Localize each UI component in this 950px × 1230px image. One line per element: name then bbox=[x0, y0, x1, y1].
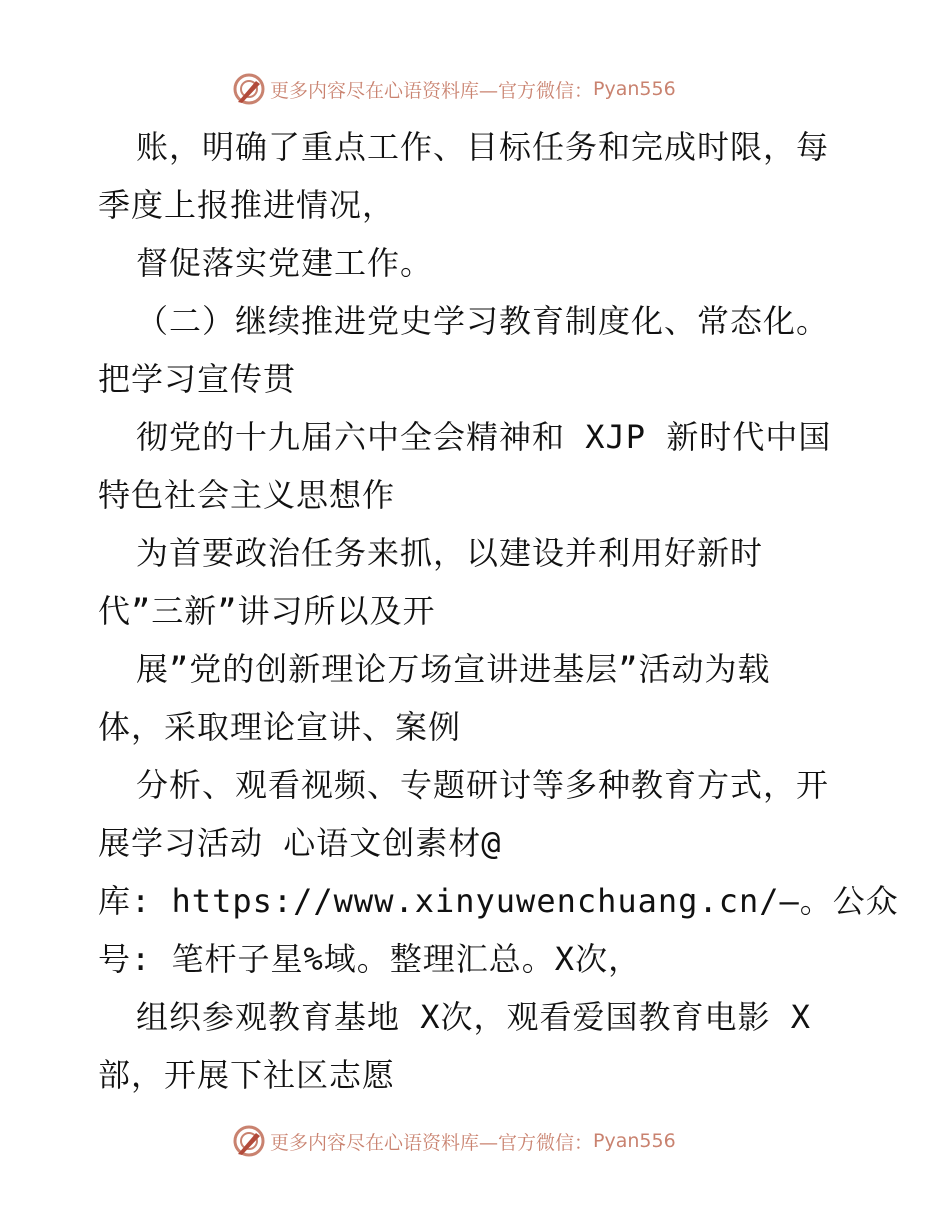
body-line: 为首要政治任务来抓，以建设并利用好新时 bbox=[136, 534, 764, 572]
body-line: 特色社会主义思想作 bbox=[98, 476, 396, 514]
section-heading: （二）继续推进党史学习教育制度化、常态化。 bbox=[136, 302, 830, 340]
body-line: 库: https://www.xinyuwenchuang.cn/—。公众 bbox=[98, 882, 899, 920]
pen-logo-icon bbox=[232, 72, 266, 106]
footer-watermark bbox=[232, 1124, 676, 1158]
body-line: 代”三新”讲习所以及开 bbox=[98, 592, 436, 630]
body-line: 展学习活动 心语文创素材@ bbox=[98, 824, 502, 862]
body-line: 把学习宣传贯 bbox=[98, 360, 297, 398]
header-wechat-id: Pyan556 bbox=[593, 78, 676, 100]
body-line: 账，明确了重点工作、目标任务和完成时限，每 bbox=[136, 128, 830, 166]
header-watermark-text: 更多内容尽在心语资料库—官方微信： bbox=[270, 79, 594, 102]
body-line: 分析、观看视频、专题研讨等多种教育方式，开 bbox=[136, 766, 830, 804]
footer-wechat-id: Pyan556 bbox=[593, 1130, 676, 1152]
body-line: 部，开展下社区志愿 bbox=[98, 1056, 396, 1094]
body-line: 季度上报推进情况， bbox=[98, 186, 396, 224]
body-line: 彻党的十九届六中全会精神和 XJP 新时代中国 bbox=[136, 418, 832, 456]
body-line: 号: 笔杆子星%域。整理汇总。X次， bbox=[98, 940, 642, 978]
body-line: 组织参观教育基地 X次，观看爱国教育电影 X bbox=[136, 998, 812, 1036]
pen-logo-icon bbox=[232, 1124, 266, 1158]
body-line: 体，采取理论宣讲、案例 bbox=[98, 708, 462, 746]
body-line: 督促落实党建工作。 bbox=[136, 244, 434, 282]
body-line: 展”党的创新理论万场宣讲进基层”活动为载 bbox=[136, 650, 771, 688]
footer-watermark-text: 更多内容尽在心语资料库—官方微信： bbox=[270, 1131, 594, 1154]
header-watermark bbox=[232, 72, 676, 106]
